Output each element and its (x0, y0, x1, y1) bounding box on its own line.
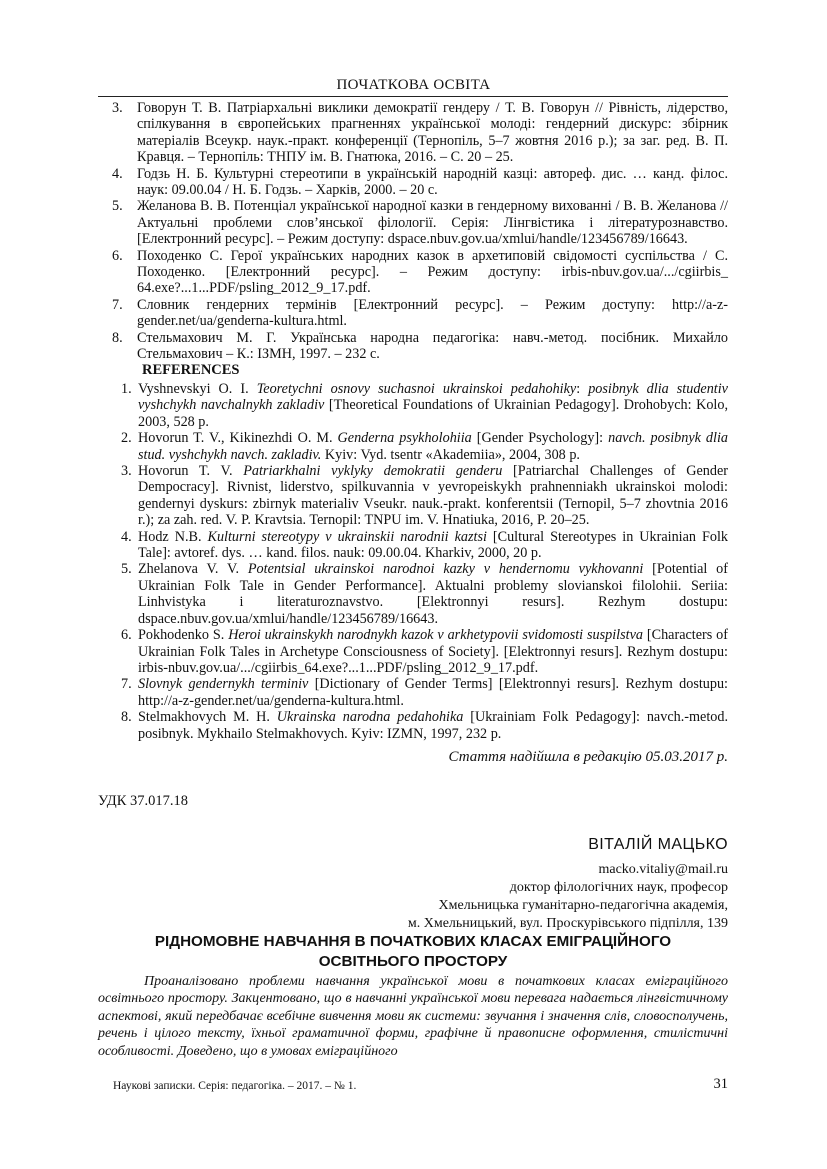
reference-number: 3. (121, 463, 132, 480)
reference-text-part: Hodz N.B. (138, 528, 208, 545)
reference-number: 2. (121, 430, 132, 447)
reference-item (98, 381, 728, 430)
list-item-text: Говорун Т. В. Патріархальні виклики демократії гендеру / Т. В. Говорун // Рівність, лідерство, спілкування в європейських прагненнях української молоді: гендерний дискурс: збірник матеріалів Всеукр. наук.-практ. конференції (Тернопіль, 5–7 жовтня 2016 р.); за заг. ред. В. П. Кравця. – Тернопіль: ТНПУ ім. В. Гнатюка, 2016. – С. 20 – 25. (137, 100, 728, 166)
list-item (98, 248, 728, 297)
reference-item (98, 463, 728, 529)
reference-title-italic: Teoretychni osnovy suchasnoi ukrainskoi pedahohiky (256, 381, 577, 397)
reference-text-part: : (576, 381, 589, 397)
list-item-text: Словник гендерних термінів [Електронний ресурс]. – Режим доступу: http://a-z-gender.net/ua/genderna-kultura.html. (137, 296, 728, 330)
reference-title-italic: Heroi ukrainskykh narodnykh kazok v arkhetypovii svidomosti suspilstva (228, 627, 643, 644)
author-degree: доктор філологічних наук, професор (509, 880, 728, 895)
reference-text-part: Zhelanova V. V. (138, 561, 248, 578)
reference-item (98, 627, 728, 676)
author-address: м. Хмельницький, вул. Проскурівського підпілля, 139 (407, 916, 728, 931)
reference-text-part: [Theoretical Foundations of Ukrainian Pedagogy]. Drohobych: Kolo, 2003, 528 p. (138, 397, 728, 430)
reference-text-part: [Characters of Ukrainian Folk Tales in Archetype Consciousness of Society]. [Elektronnyi resurs]. Rezhym dostupu: irbis-nbuv.gov.ua/.../cgiirbis_64.exe?...1...PDF/psling_2012_9_17.pdf. (138, 627, 728, 676)
reference-text-part: Hovorun T. V., Kikinezhdi O. M. (138, 430, 338, 447)
reference-number: 8. (121, 709, 132, 726)
reference-text (135, 561, 728, 627)
reference-text (135, 676, 728, 709)
reference-text (135, 463, 728, 529)
author-affiliation (408, 861, 728, 933)
reference-text-part: Pokhodenko S. (138, 627, 229, 644)
journal-citation: Наукові записки. Серія: педагогіка. – 2017. – № 1. (113, 1080, 357, 1092)
reference-text-part: Vyshnevskyi O. I. (138, 381, 257, 397)
reference-title-italic: Kulturni stereotypy v ukrainskii narodnii kaztsi (207, 528, 487, 545)
reference-number: 6. (121, 627, 132, 644)
reference-text-part: [Gender Psychology]: (471, 430, 609, 447)
header-rule (98, 96, 728, 97)
author-name: ВІТАЛІЙ МАЦЬКО (588, 836, 728, 853)
references-list (98, 381, 728, 742)
author-email: macko.vitaliy@mail.ru (598, 862, 728, 877)
list-item-number: 3. (112, 100, 123, 116)
list-item-text: Походенко С. Герої українських народних казок в архетиповій свідомості суспільства / С. Походенко. [Електронний ресурс]. – Режим доступу: irbis-nbuv.gov.ua/.../cgiirbis_ 64.exe?...1...PDF/psling_2012_9_17.pdf. (137, 247, 728, 297)
reference-text (135, 627, 728, 676)
list-item (98, 330, 728, 363)
article-title-line: РІДНОМОВНЕ НАВЧАННЯ В ПОЧАТКОВИХ КЛАСАХ ЕМІГРАЦІЙНОГО (154, 933, 672, 950)
reference-item (98, 676, 728, 709)
reference-title-italic: Slovnyk gendernykh terminiv (138, 676, 309, 693)
reference-text (135, 430, 728, 463)
reference-text-part: Stelmakhovych M. H. (138, 709, 277, 726)
reference-text (135, 381, 728, 430)
list-item-text: Желанова В. В. Потенціал української народної казки в гендерному вихованні / В. В. Желанова // Актуальні проблеми слов’янської філології. Серія: Лінгвістика і літературознавство. [Електронний ресурс]. – Режим доступу: dspace.nbuv.gov.ua/xmlui/handle/123456789/16643. (137, 198, 728, 248)
reference-number: 5. (121, 561, 132, 578)
reference-item (98, 709, 728, 742)
reference-text (135, 709, 728, 742)
reference-title-italic: Genderna psykholohiia (337, 430, 472, 447)
bibliography-list (98, 100, 728, 363)
article-title (98, 932, 728, 972)
received-date: Стаття надійшла в редакцію 05.03.2017 р. (448, 749, 728, 765)
reference-text-part: [Potential of Ukrainian Folk Tale in Gender Performance]. Aktualni problemy slovianskoi filolohii. Seriia: Linhvistyka i literaturoznavstvo. [Elektronnyi resurs]. Rezhym dostupu: dspace.nbuv.gov.ua/xmlui/handle/123456789/16643. (138, 561, 728, 627)
udk-code: УДК 37.017.18 (98, 793, 188, 809)
reference-item (98, 430, 728, 463)
reference-number: 7. (121, 676, 132, 693)
reference-title-italic: Patriarkhalni vyklyky demokratii genderu (243, 463, 503, 480)
reference-title-italic: Ukrainska narodna pedahohika (276, 709, 464, 726)
reference-text-part: [Dictionary of Gender Terms] [Elektronnyi resurs]. Rezhym dostupu: http://a-z-gender.net/ua/genderna-kultura.html. (138, 676, 729, 709)
list-item (98, 297, 728, 330)
reference-number: 4. (121, 528, 132, 545)
page-number: 31 (713, 1076, 728, 1092)
reference-text (135, 529, 728, 562)
article-abstract: Проаналізовано проблеми навчання української мови в початкових класах еміграційного освітнього простору. Закцентовано, що в навчанні української мови перевага надається лінгвістичному аспектові, який передбачає всебічне вивчення мови як системи: звучання і значення слів, словосполучень, речень і цілого тексту, їхньої граматичної форми, графічне й правописне оформлення, стилістичні особливості. Доведено, що в умовах еміграційного (98, 974, 728, 1059)
references-heading: REFERENCES (142, 362, 240, 378)
list-item-text: Годзь Н. Б. Культурні стереотипи в українській народній казці: автореф. дис. … канд. філос. наук: 09.00.04 / Н. Б. Годзь. – Харків, 2000. – 20 с. (137, 165, 728, 199)
reference-text-part: Hovorun T. V. (138, 463, 244, 480)
reference-text-part: Kyiv: Vyd. tsentr «Akademiia», 2004, 308 p. (321, 446, 580, 463)
list-item-number: 8. (112, 329, 123, 346)
list-item-number: 6. (112, 247, 123, 264)
reference-text-part: [Cultural Stereotypes in Ukrainian Folk Tale]: avtoref. dys. … kand. filos. nauk: 09.00.04. Kharkiv, 2000, 20 p. (138, 528, 728, 562)
list-item-number: 7. (112, 296, 123, 313)
reference-title-italic: Potentsial ukrainskoi narodnoi kazky v hendernomu vykhovanni (247, 561, 644, 578)
list-item (98, 198, 728, 247)
author-institution: Хмельницька гуманітарно-педагогічна академія, (438, 898, 728, 913)
list-item-number: 5. (112, 198, 123, 215)
reference-number: 1. (121, 381, 132, 397)
article-title-line: ОСВІТНЬОГО ПРОСТОРУ (318, 953, 508, 970)
list-item (98, 166, 728, 199)
list-item (98, 100, 728, 166)
list-item-number: 4. (112, 165, 123, 182)
running-header: ПОЧАТКОВА ОСВІТА (336, 77, 491, 93)
reference-text-part: [Patriarchal Challenges of Gender Dempocracy]. Rivnist, liderstvo, spilkuvannia v yevropeiskykh prahnenniakh ukrainskoi molodi: gendernyi dyskurs: zbirnyk materialiv Vseukr. nauk.-prakt. konferentsii (Ternopil, 5–7 zhovtnia 2016 r.); za zah. red. V. P. Kravtsia. Ternopil: TNPU im. V. Hnatiuka, 2016, P. 20–25. (138, 463, 728, 529)
reference-title-italic: posibnyk dlia studentiv vyshchykh navchalnykh zakladiv (138, 381, 728, 414)
reference-item (98, 529, 728, 562)
reference-item (98, 561, 728, 627)
list-item-text: Стельмахович М. Г. Українська народна педагогіка: навч.-метод. посібник. Михайло Стельмахович – К.: ІЗМН, 1997. – 232 с. (137, 329, 728, 363)
reference-title-italic: navch. posibnyk dlia stud. vyshchykh navch. zakladiv. (138, 430, 728, 463)
reference-text-part: [Ukrainiam Folk Pedagogy]: navch.-metod. posibnyk. Mykhailo Stelmakhovych. Kyiv: IZMN, 1997, 232 p. (138, 709, 728, 742)
